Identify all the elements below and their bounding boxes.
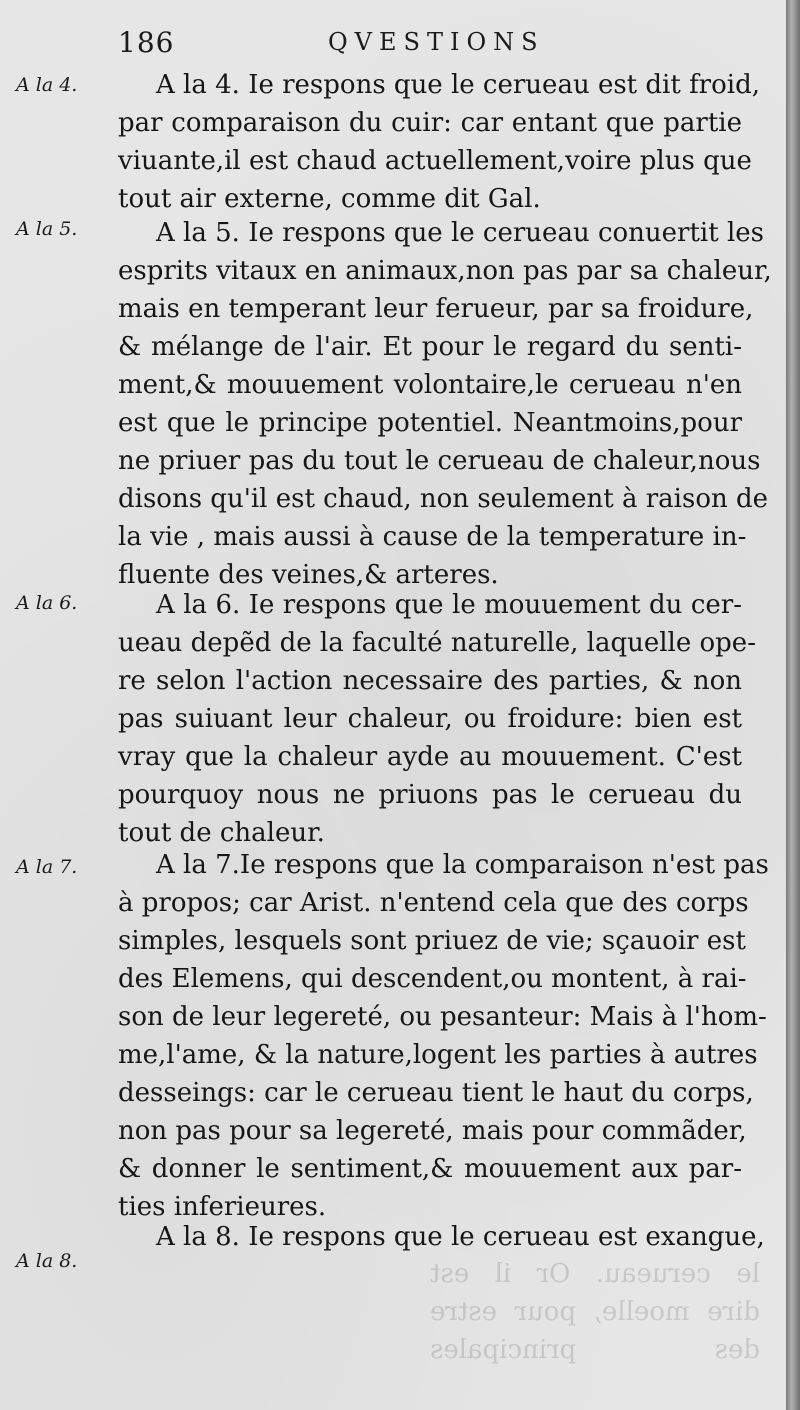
text-line: par comparaison du cuir: car entant que partie [118, 108, 742, 138]
show-through-text [430, 1255, 760, 1369]
text-line: & donner le sentiment,& mouuement aux par- [118, 1154, 742, 1184]
margin-note: A la 5. [16, 218, 78, 240]
text-line: est que le principe potentiel. Neantmoins,pour [118, 408, 742, 438]
paragraph [118, 1218, 765, 1256]
text-line: & mélange de l'air. Et pour le regard du senti- [118, 332, 742, 362]
paragraph [118, 846, 769, 1226]
show-through-line: dire moelle, pour estre [430, 1297, 760, 1327]
margin-note: A la 6. [16, 592, 78, 614]
text-line: la vie , mais aussi à cause de la temperature in- [118, 522, 747, 552]
text-line: simples, lesquels sont priuez de vie; sçauoir est [118, 926, 746, 956]
paragraph [118, 214, 772, 594]
text-line: A la 8. Ie respons que le cerueau est exangue, [156, 1222, 765, 1252]
margin-note: A la 7. [16, 856, 78, 878]
text-line: ties inferieures. [118, 1192, 327, 1222]
text-line: pas suiuant leur chaleur, ou froidure: bien est [118, 704, 742, 734]
page-edge-shadow [786, 0, 800, 1410]
show-through-line: le cerueau. Or il est [430, 1259, 760, 1289]
paragraph [118, 586, 756, 852]
text-line: pourquoy nous ne priuons pas le cerueau du [118, 780, 742, 810]
text-line: ment,& mouuement volontaire,le cerueau n'en [118, 370, 742, 400]
show-through-line: des principales [430, 1335, 760, 1365]
text-line: ueau depẽd de la faculté naturelle, laquelle ope- [118, 628, 756, 658]
text-line: desseings: car le cerueau tient le haut du corps, [118, 1078, 754, 1108]
page-header [118, 26, 578, 66]
text-line: viuante,il est chaud actuellement,voire plus que [118, 146, 752, 176]
paragraph [118, 66, 760, 218]
text-line: esprits vitaux en animaux,non pas par sa chaleur, [118, 256, 772, 286]
text-line: A la 7.Ie respons que la comparaison n'est pas [156, 850, 769, 880]
text-line: re selon l'action necessaire des parties, & non [118, 666, 742, 696]
text-line: son de leur legereté, ou pesanteur: Mais à l'hom- [118, 1002, 767, 1032]
margin-note: A la 4. [16, 74, 78, 96]
text-line: à propos; car Arist. n'entend cela que des corps [118, 888, 749, 918]
text-line: ne priuer pas du tout le cerueau de chaleur,nous [118, 446, 761, 476]
text-line: A la 6. Ie respons que le mouuement du cer- [156, 590, 742, 620]
text-line: disons qu'il est chaud, non seulement à raison de [118, 484, 769, 514]
text-line: tout de chaleur. [118, 818, 325, 848]
text-line: non pas pour sa legereté, mais pour commãder, [118, 1116, 747, 1146]
text-line: des Elemens, qui descendent,ou montent, à rai- [118, 964, 747, 994]
text-line: me,l'ame, & la nature,logent les parties à autres [118, 1040, 758, 1070]
margin-note: A la 8. [16, 1250, 78, 1272]
running-title: QVESTIONS [328, 28, 545, 56]
text-line: mais en temperant leur ferueur, par sa froidure, [118, 294, 754, 324]
text-line: fluente des veines,& arteres. [118, 560, 499, 590]
page-number: 186 [118, 26, 175, 59]
text-line: tout air externe, comme dit Gal. [118, 184, 541, 214]
text-line: vray que la chaleur ayde au mouuement. C'est [118, 742, 742, 772]
text-line: A la 5. Ie respons que le cerueau conuertit les [156, 218, 764, 248]
text-line: A la 4. Ie respons que le cerueau est dit froid, [156, 70, 760, 100]
